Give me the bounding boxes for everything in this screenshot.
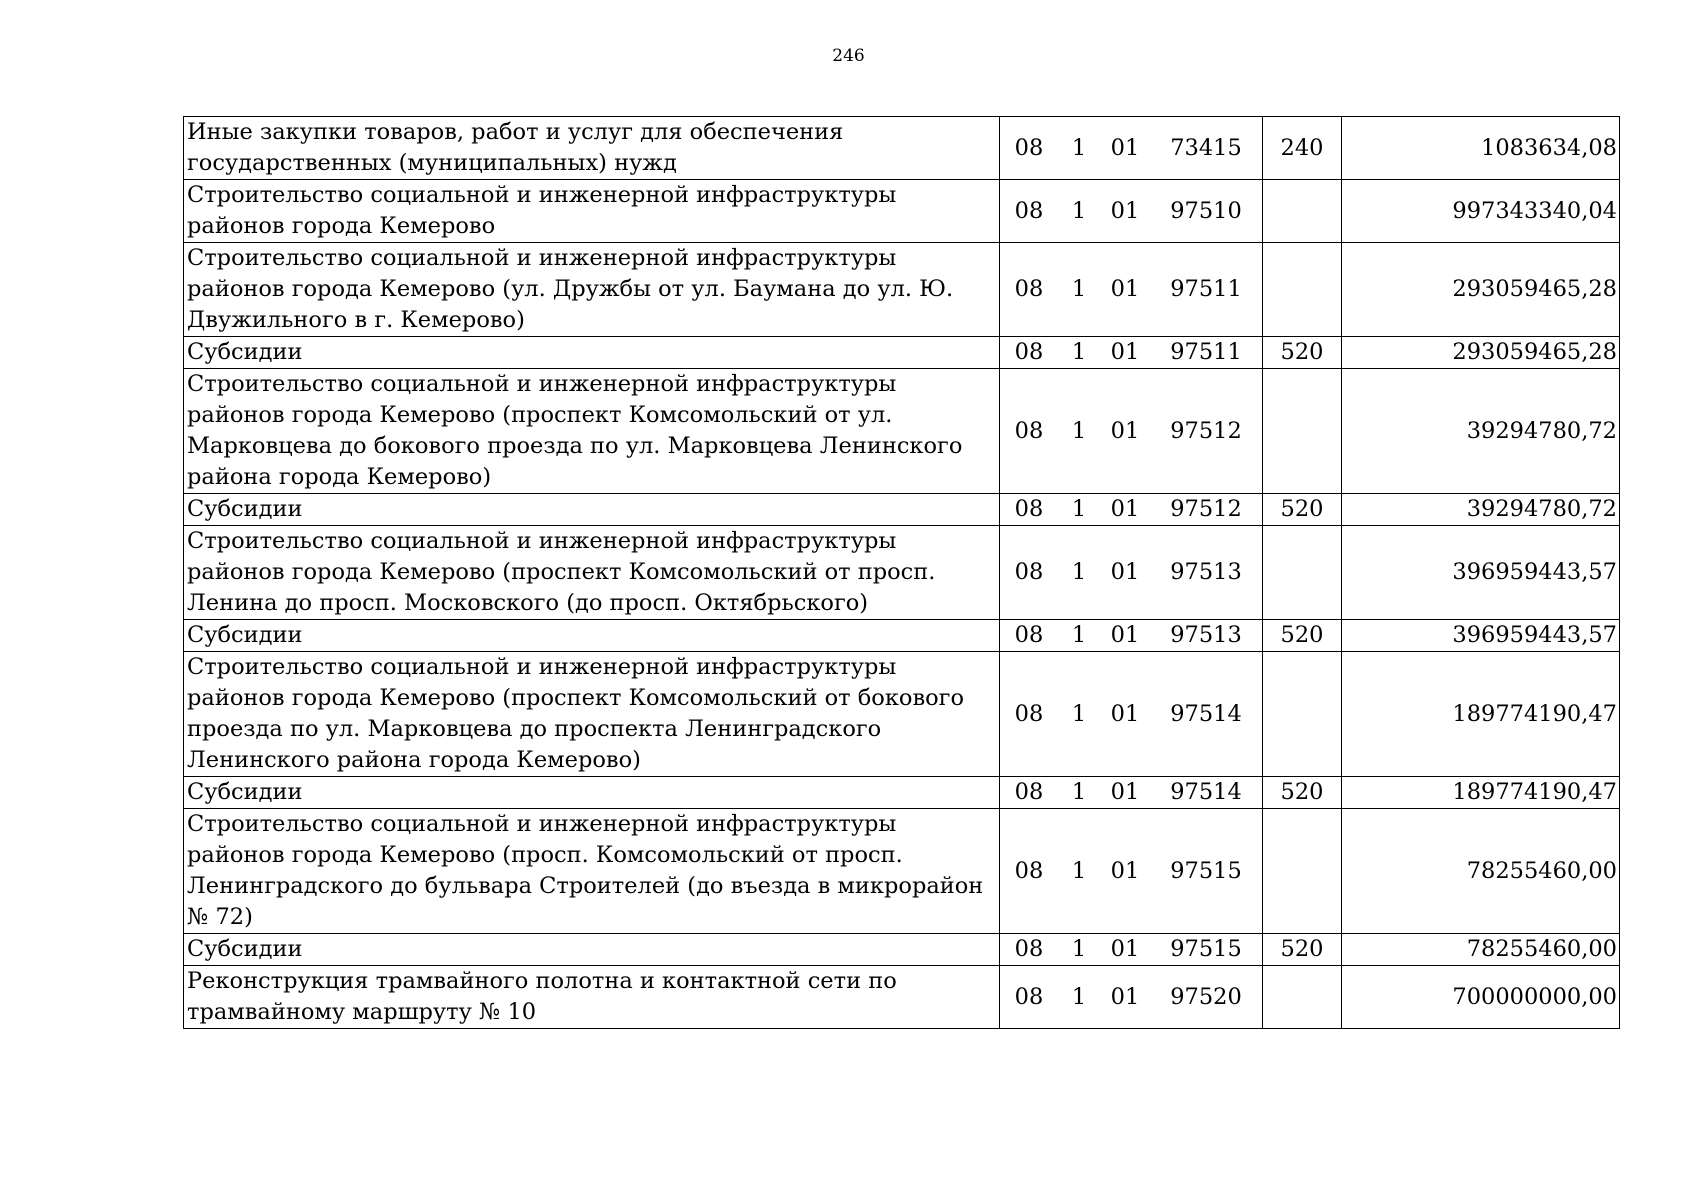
program-code: 1 bbox=[1071, 496, 1087, 522]
subprogram-code: 01 bbox=[1110, 700, 1140, 727]
expense-type-cell: 520 bbox=[1263, 337, 1342, 369]
table-row bbox=[184, 934, 1620, 966]
row-code-cell bbox=[1000, 180, 1263, 243]
direction-code: 97512 bbox=[1170, 417, 1242, 444]
amount-cell: 396959443,57 bbox=[1342, 620, 1620, 652]
row-name-cell: Строительство социальной и инженерной инфраструктуры районов города Кемерово bbox=[184, 180, 1000, 243]
section-code: 08 bbox=[1014, 134, 1044, 161]
code-group bbox=[1000, 934, 1262, 965]
code-group bbox=[1000, 856, 1262, 887]
row-name-cell: Субсидии bbox=[184, 494, 1000, 526]
program-code: 1 bbox=[1071, 779, 1087, 805]
program-code: 1 bbox=[1071, 276, 1087, 302]
section-code: 08 bbox=[1014, 339, 1044, 365]
expense-type-cell bbox=[1263, 652, 1342, 777]
code-group bbox=[1000, 620, 1262, 651]
table-row bbox=[184, 337, 1620, 369]
table-row bbox=[184, 369, 1620, 494]
expense-type-cell: 520 bbox=[1263, 494, 1342, 526]
program-code: 1 bbox=[1071, 936, 1087, 962]
direction-code: 97511 bbox=[1170, 339, 1242, 365]
code-group bbox=[1000, 133, 1262, 164]
expense-type-cell bbox=[1263, 526, 1342, 620]
row-name-cell: Строительство социальной и инженерной инфраструктуры районов города Кемерово (проспект Комсомольский от ул. Марковцева до бокового проезда по ул. Марковцева Ленинского района города Кемерово) bbox=[184, 369, 1000, 494]
section-code: 08 bbox=[1014, 779, 1044, 805]
direction-code: 73415 bbox=[1170, 134, 1242, 161]
amount-cell: 293059465,28 bbox=[1342, 243, 1620, 337]
expense-type-cell bbox=[1263, 369, 1342, 494]
expense-type-cell: 520 bbox=[1263, 934, 1342, 966]
budget-table bbox=[183, 116, 1620, 1029]
subprogram-code: 01 bbox=[1110, 983, 1140, 1010]
program-code: 1 bbox=[1071, 857, 1087, 884]
table-row bbox=[184, 809, 1620, 934]
row-code-cell bbox=[1000, 117, 1263, 180]
code-group bbox=[1000, 982, 1262, 1013]
row-code-cell bbox=[1000, 369, 1263, 494]
code-group bbox=[1000, 196, 1262, 227]
amount-cell: 78255460,00 bbox=[1342, 809, 1620, 934]
amount-cell: 293059465,28 bbox=[1342, 337, 1620, 369]
code-group bbox=[1000, 494, 1262, 525]
subprogram-code: 01 bbox=[1110, 339, 1140, 365]
direction-code: 97513 bbox=[1170, 622, 1242, 648]
table-row bbox=[184, 526, 1620, 620]
program-code: 1 bbox=[1071, 700, 1087, 727]
program-code: 1 bbox=[1071, 417, 1087, 444]
amount-cell: 189774190,47 bbox=[1342, 777, 1620, 809]
section-code: 08 bbox=[1014, 857, 1044, 884]
subprogram-code: 01 bbox=[1110, 779, 1140, 805]
table-row bbox=[184, 966, 1620, 1029]
code-group bbox=[1000, 557, 1262, 588]
table-row bbox=[184, 494, 1620, 526]
budget-table-body bbox=[184, 117, 1620, 1029]
subprogram-code: 01 bbox=[1110, 417, 1140, 444]
table-row bbox=[184, 652, 1620, 777]
direction-code: 97515 bbox=[1170, 857, 1242, 884]
section-code: 08 bbox=[1014, 622, 1044, 648]
program-code: 1 bbox=[1071, 983, 1087, 1010]
direction-code: 97511 bbox=[1170, 276, 1242, 302]
amount-cell: 396959443,57 bbox=[1342, 526, 1620, 620]
program-code: 1 bbox=[1071, 134, 1087, 161]
section-code: 08 bbox=[1014, 936, 1044, 962]
row-code-cell bbox=[1000, 934, 1263, 966]
expense-type-cell: 520 bbox=[1263, 620, 1342, 652]
section-code: 08 bbox=[1014, 417, 1044, 444]
amount-cell: 700000000,00 bbox=[1342, 966, 1620, 1029]
amount-cell: 78255460,00 bbox=[1342, 934, 1620, 966]
program-code: 1 bbox=[1071, 339, 1087, 365]
row-code-cell bbox=[1000, 966, 1263, 1029]
row-code-cell bbox=[1000, 337, 1263, 369]
code-group bbox=[1000, 337, 1262, 368]
direction-code: 97520 bbox=[1170, 983, 1242, 1010]
expense-type-cell: 240 bbox=[1263, 117, 1342, 180]
section-code: 08 bbox=[1014, 276, 1044, 302]
code-group bbox=[1000, 274, 1262, 305]
direction-code: 97512 bbox=[1170, 496, 1242, 522]
row-name-cell: Строительство социальной и инженерной инфраструктуры районов города Кемерово (просп. Комсомольский от просп. Ленинградского до бульвара Строителей (до въезда в микрорайон № 72) bbox=[184, 809, 1000, 934]
subprogram-code: 01 bbox=[1110, 276, 1140, 302]
section-code: 08 bbox=[1014, 496, 1044, 522]
amount-cell: 1083634,08 bbox=[1342, 117, 1620, 180]
row-code-cell bbox=[1000, 652, 1263, 777]
code-group bbox=[1000, 699, 1262, 730]
direction-code: 97514 bbox=[1170, 779, 1242, 805]
code-group bbox=[1000, 777, 1262, 808]
subprogram-code: 01 bbox=[1110, 496, 1140, 522]
expense-type-cell bbox=[1263, 243, 1342, 337]
direction-code: 97515 bbox=[1170, 936, 1242, 962]
row-code-cell bbox=[1000, 620, 1263, 652]
section-code: 08 bbox=[1014, 197, 1044, 224]
section-code: 08 bbox=[1014, 559, 1044, 585]
amount-cell: 189774190,47 bbox=[1342, 652, 1620, 777]
direction-code: 97510 bbox=[1170, 197, 1242, 224]
row-name-cell: Строительство социальной и инженерной инфраструктуры районов города Кемерово (проспект Комсомольский от бокового проезда по ул. Марковцева до проспекта Ленинградского Ленинского района города Кемерово) bbox=[184, 652, 1000, 777]
expense-type-cell: 520 bbox=[1263, 777, 1342, 809]
row-name-cell: Субсидии bbox=[184, 777, 1000, 809]
table-row bbox=[184, 620, 1620, 652]
subprogram-code: 01 bbox=[1110, 936, 1140, 962]
amount-cell: 39294780,72 bbox=[1342, 369, 1620, 494]
direction-code: 97514 bbox=[1170, 700, 1242, 727]
row-code-cell bbox=[1000, 494, 1263, 526]
subprogram-code: 01 bbox=[1110, 622, 1140, 648]
page-number: 246 bbox=[832, 46, 865, 66]
row-name-cell: Субсидии bbox=[184, 934, 1000, 966]
row-code-cell bbox=[1000, 526, 1263, 620]
amount-cell: 997343340,04 bbox=[1342, 180, 1620, 243]
expense-type-cell bbox=[1263, 966, 1342, 1029]
row-code-cell bbox=[1000, 809, 1263, 934]
subprogram-code: 01 bbox=[1110, 197, 1140, 224]
code-group bbox=[1000, 416, 1262, 447]
row-code-cell bbox=[1000, 777, 1263, 809]
subprogram-code: 01 bbox=[1110, 134, 1140, 161]
expense-type-cell bbox=[1263, 180, 1342, 243]
program-code: 1 bbox=[1071, 622, 1087, 648]
program-code: 1 bbox=[1071, 559, 1087, 585]
row-name-cell: Строительство социальной и инженерной инфраструктуры районов города Кемерово (ул. Дружбы от ул. Баумана до ул. Ю. Двужильного в г. Кемерово) bbox=[184, 243, 1000, 337]
row-name-cell: Строительство социальной и инженерной инфраструктуры районов города Кемерово (проспект Комсомольский от просп. Ленина до просп. Московского (до просп. Октябрьского) bbox=[184, 526, 1000, 620]
section-code: 08 bbox=[1014, 983, 1044, 1010]
row-name-cell: Иные закупки товаров, работ и услуг для обеспечения государственных (муниципальных) нужд bbox=[184, 117, 1000, 180]
direction-code: 97513 bbox=[1170, 559, 1242, 585]
table-row bbox=[184, 180, 1620, 243]
section-code: 08 bbox=[1014, 700, 1044, 727]
row-name-cell: Субсидии bbox=[184, 620, 1000, 652]
row-code-cell bbox=[1000, 243, 1263, 337]
subprogram-code: 01 bbox=[1110, 559, 1140, 585]
amount-cell: 39294780,72 bbox=[1342, 494, 1620, 526]
row-name-cell: Реконструкция трамвайного полотна и контактной сети по трамвайному маршруту № 10 bbox=[184, 966, 1000, 1029]
table-row bbox=[184, 777, 1620, 809]
subprogram-code: 01 bbox=[1110, 857, 1140, 884]
expense-type-cell bbox=[1263, 809, 1342, 934]
table-row bbox=[184, 243, 1620, 337]
program-code: 1 bbox=[1071, 197, 1087, 224]
row-name-cell: Субсидии bbox=[184, 337, 1000, 369]
table-row bbox=[184, 117, 1620, 180]
